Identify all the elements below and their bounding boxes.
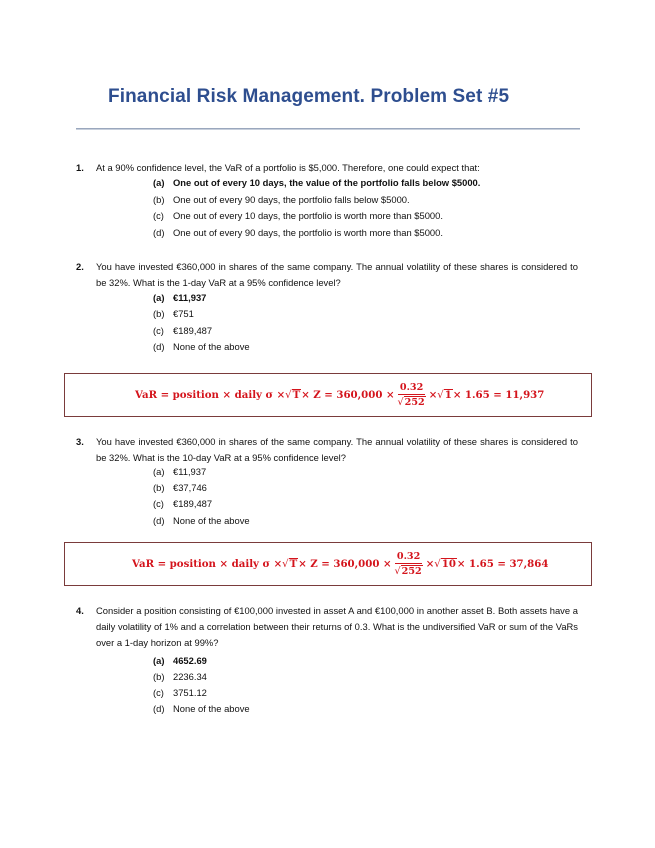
option-a: (a) €11,937 [153,292,207,303]
option-b: (b) €751 [153,308,194,319]
option-a: (a) 4652.69 [153,655,207,666]
sqrt-t: √ T [282,558,298,570]
volatility-fraction: 0.32 √ 252 [394,551,422,577]
option-d: (d) None of the above [153,703,250,714]
title-divider [76,128,580,130]
option-d: (d) None of the above [153,341,250,352]
page-title: Financial Risk Management. Problem Set #5 [108,86,510,107]
var-formula: VaR = position × daily σ × √ T × Z = 360,000 × 0.32 √ 252 × √ 1 × 1.65 = 11,937 [135,382,545,408]
option-a: (a) One out of every 10 days, the value of the portfolio falls below $5000. [153,177,481,188]
option-b: (b) 2236.34 [153,671,207,682]
question-stem: At a 90% confidence level, the VaR of a portfolio is $5,000. Therefore, one could expect that: [96,162,480,173]
question-stem: Consider a position consisting of €100,000 invested in asset A and €100,000 in another asset B. Both assets have a daily volatility of 1% and a correlation between their returns of 0.3. What is the undiversified VaR or sum of the VaRs over a 1-day horizon at 99%? [96,605,578,648]
question-number: 1. [76,162,84,173]
question-stem: You have invested €360,000 in shares of the same company. The annual volatility of these shares is considered to be 32%. What is the 1-day VaR at a 95% confidence level? [96,261,578,288]
option-c: (c) 3751.12 [153,687,207,698]
question-number: 2. [76,261,84,272]
question-number: 4. [76,605,84,616]
sqrt-horizon: √ 1 [437,389,452,401]
option-c: (c) €189,487 [153,498,213,509]
formula-box-1 [64,373,592,417]
question-3 [76,434,578,466]
sqrt-t: √ T [285,389,301,401]
question-2 [76,259,578,291]
option-c: (c) One out of every 10 days, the portfolio is worth more than $5000. [153,210,443,221]
volatility-fraction: 0.32 √ 252 [397,382,425,408]
formula-box-2 [64,542,592,586]
question-4 [76,603,578,651]
option-a: (a) €11,937 [153,466,207,477]
sqrt-horizon: √ 10 [434,558,456,570]
option-b: (b) €37,746 [153,482,207,493]
option-d: (d) One out of every 90 days, the portfolio is worth more than $5000. [153,227,443,238]
option-c: (c) €189,487 [153,325,213,336]
question-1 [76,160,578,176]
option-b: (b) One out of every 90 days, the portfolio falls below $5000. [153,194,410,205]
option-d: (d) None of the above [153,515,250,526]
var-formula: VaR = position × daily σ × √ T × Z = 360,000 × 0.32 √ 252 × √ 10 × 1.65 = 37,864 [132,551,549,577]
question-number: 3. [76,436,84,447]
question-stem: You have invested €360,000 in shares of the same company. The annual volatility of these shares is considered to be 32%. What is the 10-day VaR at a 95% confidence level? [96,436,578,463]
